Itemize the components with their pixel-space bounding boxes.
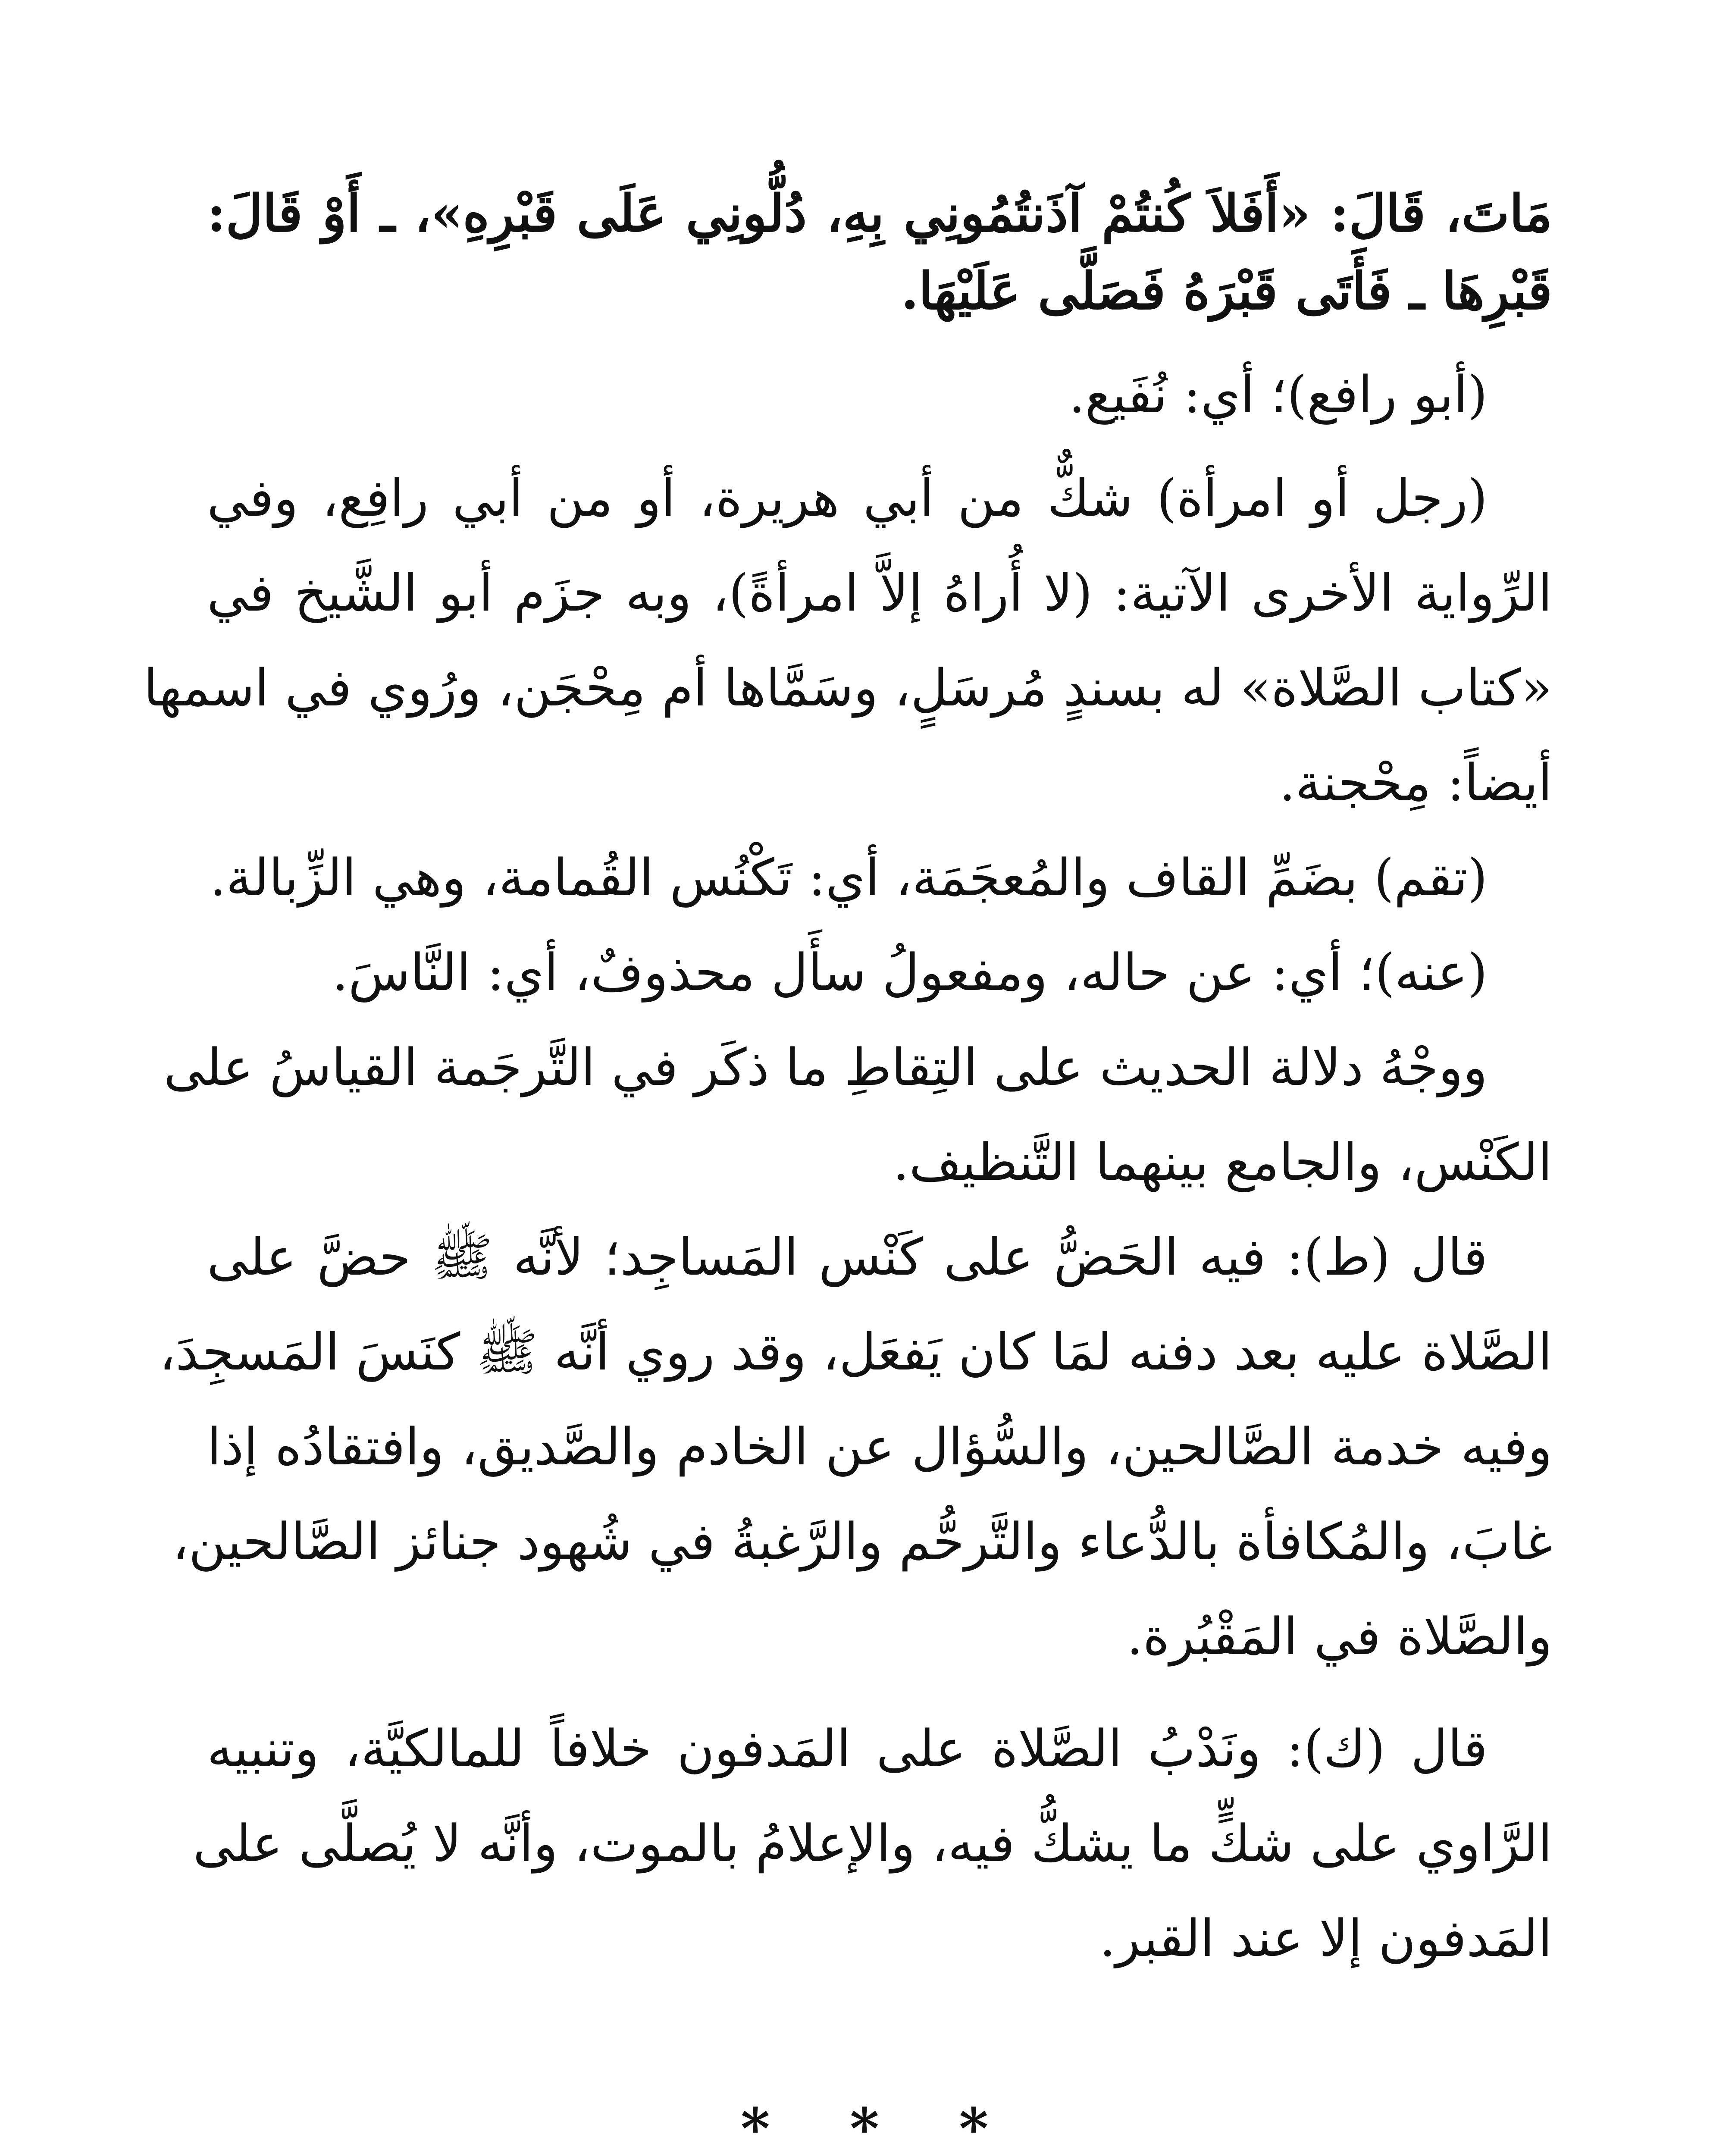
text-line-15: غابَ، والمُكافأة بالدُّعاء والتَّرحُّم والرَّغبةُ في شُهود جنائز الصَّالحين، [172,1512,1552,1571]
text-line-17: قال (ك): ونَدْبُ الصَّلاة على المَدفون خلافاً للمالكيَّة، وتنبيه [207,1719,1488,1778]
text-line-4: (رجل أو امرأة) شكٌّ من أبي هريرة، أو من أبي رافِع، وفي [207,468,1488,528]
text-line-9: (عنه)؛ أي: عن حاله، ومفعولُ سأَل محذوفٌ، أي: النَّاسَ. [332,943,1488,1002]
text-line-7: أيضاً: مِحْجنة. [1279,753,1552,812]
text-line-12: قال (ط): فيه الحَضُّ على كَنْس المَساجِد؛ لأنَّه ﷺ حضَّ على [207,1227,1488,1287]
text-line-8: (تقم) بضَمِّ القاف والمُعجَمَة، أي: تَكْنُس القُمامة، وهي الزِّبالة. [210,848,1488,907]
text-line-19: المَدفون إلا عند القبر. [1099,1908,1552,1968]
text-line-6: «كتاب الصَّلاة» له بسندٍ مُرسَلٍ، وسَمَّاها أم مِحْجَن، ورُوي في اسمها [144,658,1552,718]
section-separator: * * * [740,2096,1019,2156]
text-line-18: الرَّاوي على شكٍّ ما يشكُّ فيه، والإعلامُ بالموت، وأنَّه لا يُصلَّى على [193,1814,1552,1873]
book-page [144,181,1552,2156]
text-line-13: الصَّلاة عليه بعد دفنه لمَا كان يَفعَل، وقد روي أنَّه ﷺ كنَسَ المَسجِدَ، [159,1322,1552,1382]
text-line-5: الرِّواية الأخرى الآتية: (لا أُراهُ إلاَّ امرأةً)، وبه جزَم أبو الشَّيخ في [207,563,1552,623]
text-line-16: والصَّلاة في المَقْبُرة. [1127,1607,1552,1666]
text-line-2: قَبْرِهَا ـ فَأَتَى قَبْرَهُ فَصَلَّى عَلَيْهَا. [901,261,1552,321]
text-line-14: وفيه خدمة الصَّالحين، والسُّؤال عن الخادم والصَّديق، وافتقادُه إذا [207,1417,1552,1476]
text-line-11: الكَنْس، والجامع بينهما التَّنظيف. [893,1132,1552,1192]
text-line-1: مَاتَ، قَالَ: «أَفَلاَ كُنتُمْ آذَنتُمُونِي بِهِ، دُلُّونِي عَلَى قَبْرِهِ»، ـ أَوْ قَالَ: [207,183,1552,243]
text-line-3: (أبو رافع)؛ أي: نُفَيع. [1068,365,1488,424]
text-line-10: ووجْهُ دلالة الحديث على التِقاطِ ما ذكَر في التَّرجَمة القياسُ على [163,1037,1488,1097]
